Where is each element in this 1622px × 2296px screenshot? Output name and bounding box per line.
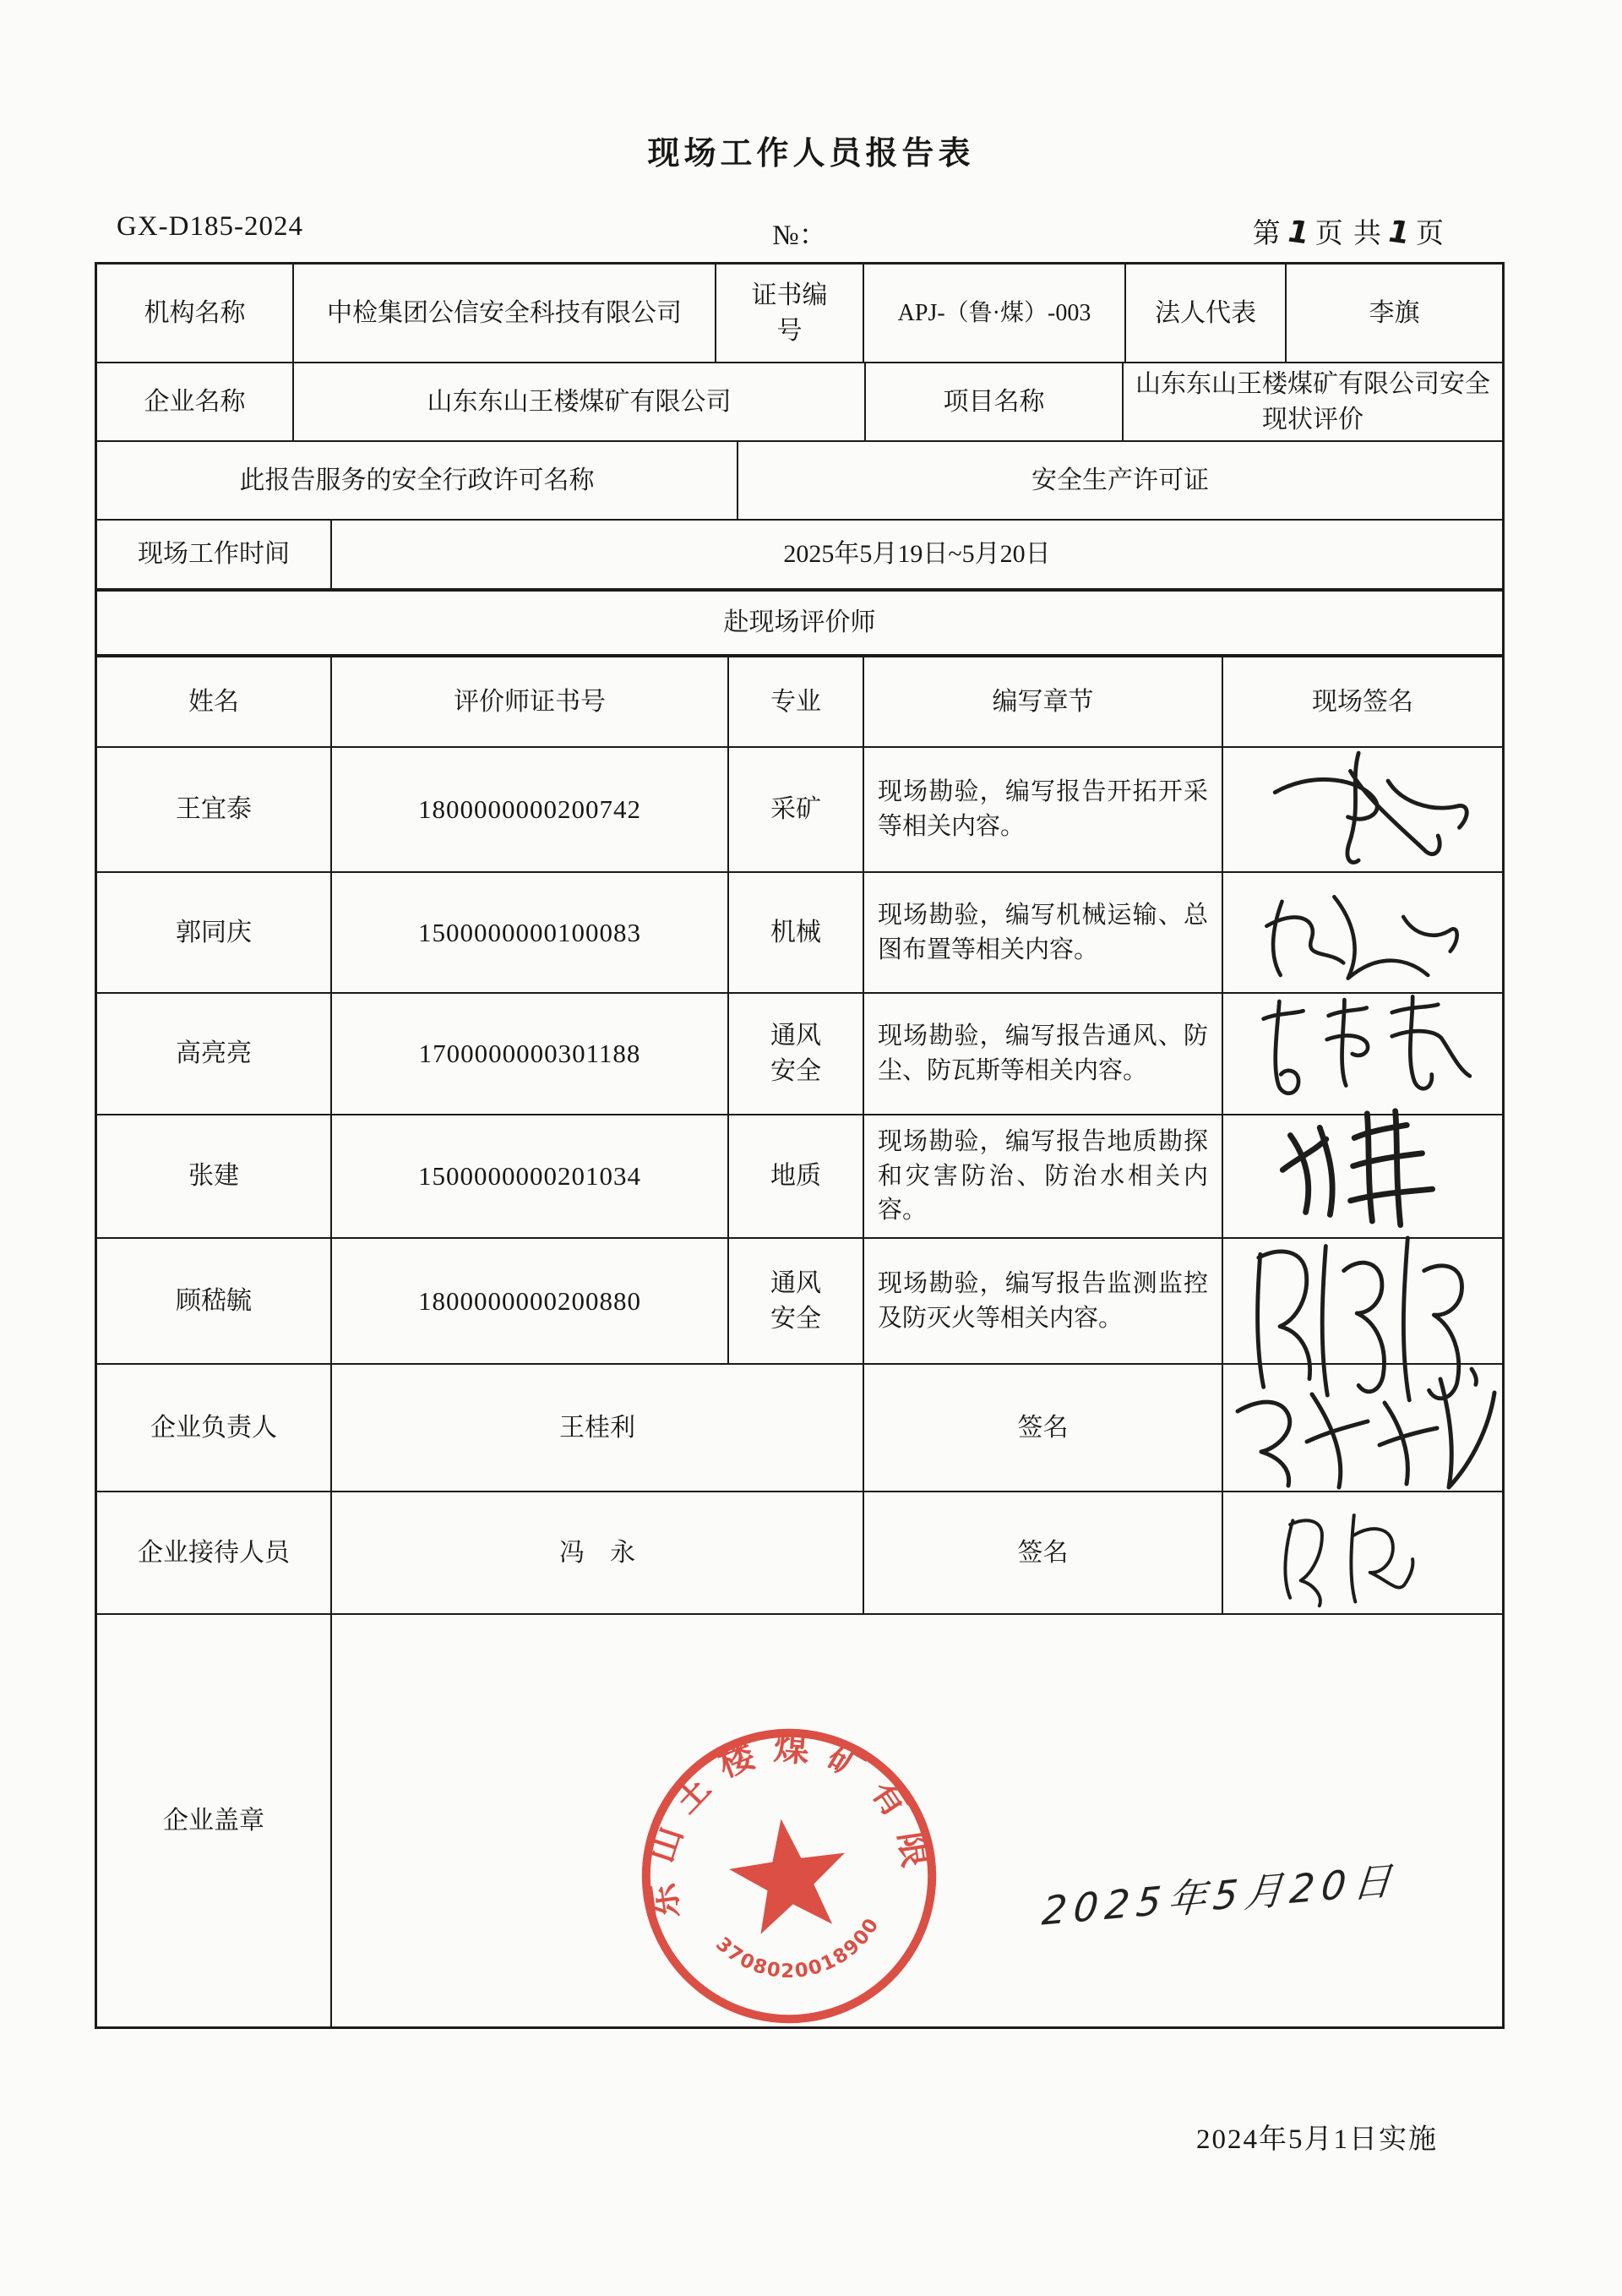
company-name-value: 山东东山王楼煤矿有限公司 [294, 363, 866, 440]
evaluator-chapter: 现场勘验，编写报告通风、防尘、防瓦斯等相关内容。 [864, 994, 1223, 1114]
signature-wang-guili [1211, 1361, 1515, 1496]
table-row [97, 442, 1502, 521]
table-row [97, 521, 1502, 592]
implementation-date: 2024年5月1日实施 [1196, 2124, 1438, 2155]
org-name-label: 机构名称 [97, 265, 294, 362]
evaluator-chapter: 现场勘验，编写报告监测监控及防灭火等相关内容。 [864, 1239, 1223, 1363]
license-name-label: 此报告服务的安全行政许可名称 [97, 442, 738, 519]
project-name-label: 项目名称 [866, 363, 1124, 440]
cert-no-value: APJ-（鲁·煤）-003 [864, 265, 1126, 362]
company-seal-label: 企业盖章 [97, 1615, 332, 2026]
col-header-cert: 评价师证书号 [332, 657, 729, 746]
cert-no-label: 证书编号 [716, 265, 864, 362]
evaluator-signature-cell [1223, 994, 1502, 1114]
page-title: 现场工作人员报告表 [647, 134, 975, 172]
signature-gao-liangliang [1232, 986, 1494, 1121]
company-seal-stamp [576, 1702, 950, 2037]
evaluator-chapter: 现场勘验，编写报告开拓开采等相关内容。 [864, 748, 1223, 871]
meta-row [95, 211, 1505, 250]
table-header-row [97, 657, 1502, 748]
evaluator-cert-no: 1500000000201034 [332, 1115, 729, 1237]
page-indicator-middle: 页 共 [1314, 219, 1383, 249]
evaluator-cert-no: 1800000000200880 [332, 1239, 729, 1363]
company-receptionist-label: 企业接待人员 [97, 1492, 332, 1613]
page-indicator-prefix: 第 [1252, 219, 1282, 249]
seal-star-icon [723, 1811, 854, 1938]
evaluator-major: 采矿 [729, 748, 864, 871]
svg-text:3708020018900 [710, 1912, 890, 1993]
col-header-name: 姓名 [97, 657, 332, 746]
signature-wang-yitai [1227, 746, 1498, 873]
table-row [97, 1115, 1502, 1239]
evaluator-signature-cell [1223, 748, 1502, 871]
license-name-value: 安全生产许可证 [1031, 466, 1209, 494]
col-header-signature: 现场签名 [1312, 687, 1413, 716]
table-row [97, 994, 1502, 1115]
signature-guo-tongqing [1236, 870, 1489, 996]
handwritten-seal-date: 2025年5月20日 [1040, 1857, 1401, 1934]
evaluator-chapter: 现场勘验，编写机械运输、总图布置等相关内容。 [864, 873, 1223, 992]
company-name-label: 企业名称 [97, 363, 294, 440]
handwritten-total-pages: 1 [1384, 214, 1415, 252]
leader-sign-here-label: 签名 [864, 1365, 1223, 1491]
evaluator-signature-cell [1223, 1115, 1502, 1237]
page-indicator-suffix: 页 [1416, 219, 1445, 249]
evaluator-signature-cell [1223, 1239, 1502, 1363]
handwritten-page-number: 1 [1282, 214, 1314, 252]
leader-signature-cell [1223, 1365, 1502, 1491]
work-time-label: 现场工作时间 [97, 521, 332, 588]
evaluators-section-title: 赴现场评价师 [723, 608, 876, 636]
project-name-value: 山东东山王楼煤矿有限公司安全现状评价 [1135, 369, 1490, 434]
table-row [97, 1365, 1502, 1492]
receptionist-signature-cell [1223, 1492, 1502, 1613]
signature-feng-yong [1253, 1481, 1472, 1625]
evaluator-cert-no: 1500000000100083 [332, 873, 729, 992]
evaluator-signature-cell [1223, 873, 1502, 992]
legal-rep-label: 法人代表 [1126, 265, 1287, 362]
table-row [97, 873, 1502, 994]
page-indicator [1253, 211, 1445, 251]
org-name-value: 中检集团公信安全科技有限公司 [294, 265, 716, 362]
table-row [97, 748, 1502, 873]
svg-text:山东东山王楼煤矿有限公司 [577, 1663, 939, 1927]
table-row [97, 1615, 1502, 2026]
receptionist-sign-here-label: 签名 [864, 1492, 1223, 1613]
company-seal-cell [332, 1615, 1502, 2026]
seal-number-text: 3708020018900 [711, 1913, 884, 1983]
evaluator-name: 顾嵇毓 [97, 1239, 332, 1363]
evaluator-cert-no: 1700000000301188 [332, 994, 729, 1114]
evaluator-chapter: 现场勘验，编写报告地质勘探和灾害防治、防治水相关内容。 [864, 1115, 1223, 1237]
table-row [97, 1492, 1502, 1615]
table-row [97, 265, 1502, 363]
evaluator-major: 通风安全 [729, 994, 864, 1114]
company-leader-label: 企业负责人 [97, 1365, 332, 1491]
evaluator-cert-no: 1800000000200742 [332, 748, 729, 871]
legal-rep-value: 李旗 [1369, 298, 1420, 327]
report-table [95, 262, 1505, 2029]
evaluator-name: 郭同庆 [97, 873, 332, 992]
evaluator-major: 通风安全 [729, 1239, 864, 1363]
evaluator-name: 王宜泰 [97, 748, 332, 871]
doc-code: GX-D185-2024 [117, 211, 303, 242]
numero-label: №： [772, 221, 827, 251]
evaluator-major: 机械 [729, 873, 864, 992]
evaluator-name: 高亮亮 [97, 994, 332, 1114]
company-receptionist-name: 冯 永 [332, 1492, 864, 1613]
evaluator-name: 张建 [97, 1115, 332, 1237]
evaluator-major: 地质 [729, 1115, 864, 1237]
col-header-chapter: 编写章节 [864, 657, 1223, 746]
work-time-value: 2025年5月19日~5月20日 [783, 540, 1051, 568]
company-leader-name: 王桂利 [332, 1365, 864, 1491]
table-row [97, 363, 1502, 442]
table-row [97, 1239, 1502, 1365]
table-row [97, 592, 1502, 657]
seal-company-text: 山东东山王楼煤矿有限公司 [576, 1702, 939, 1922]
col-header-major: 专业 [729, 657, 864, 746]
